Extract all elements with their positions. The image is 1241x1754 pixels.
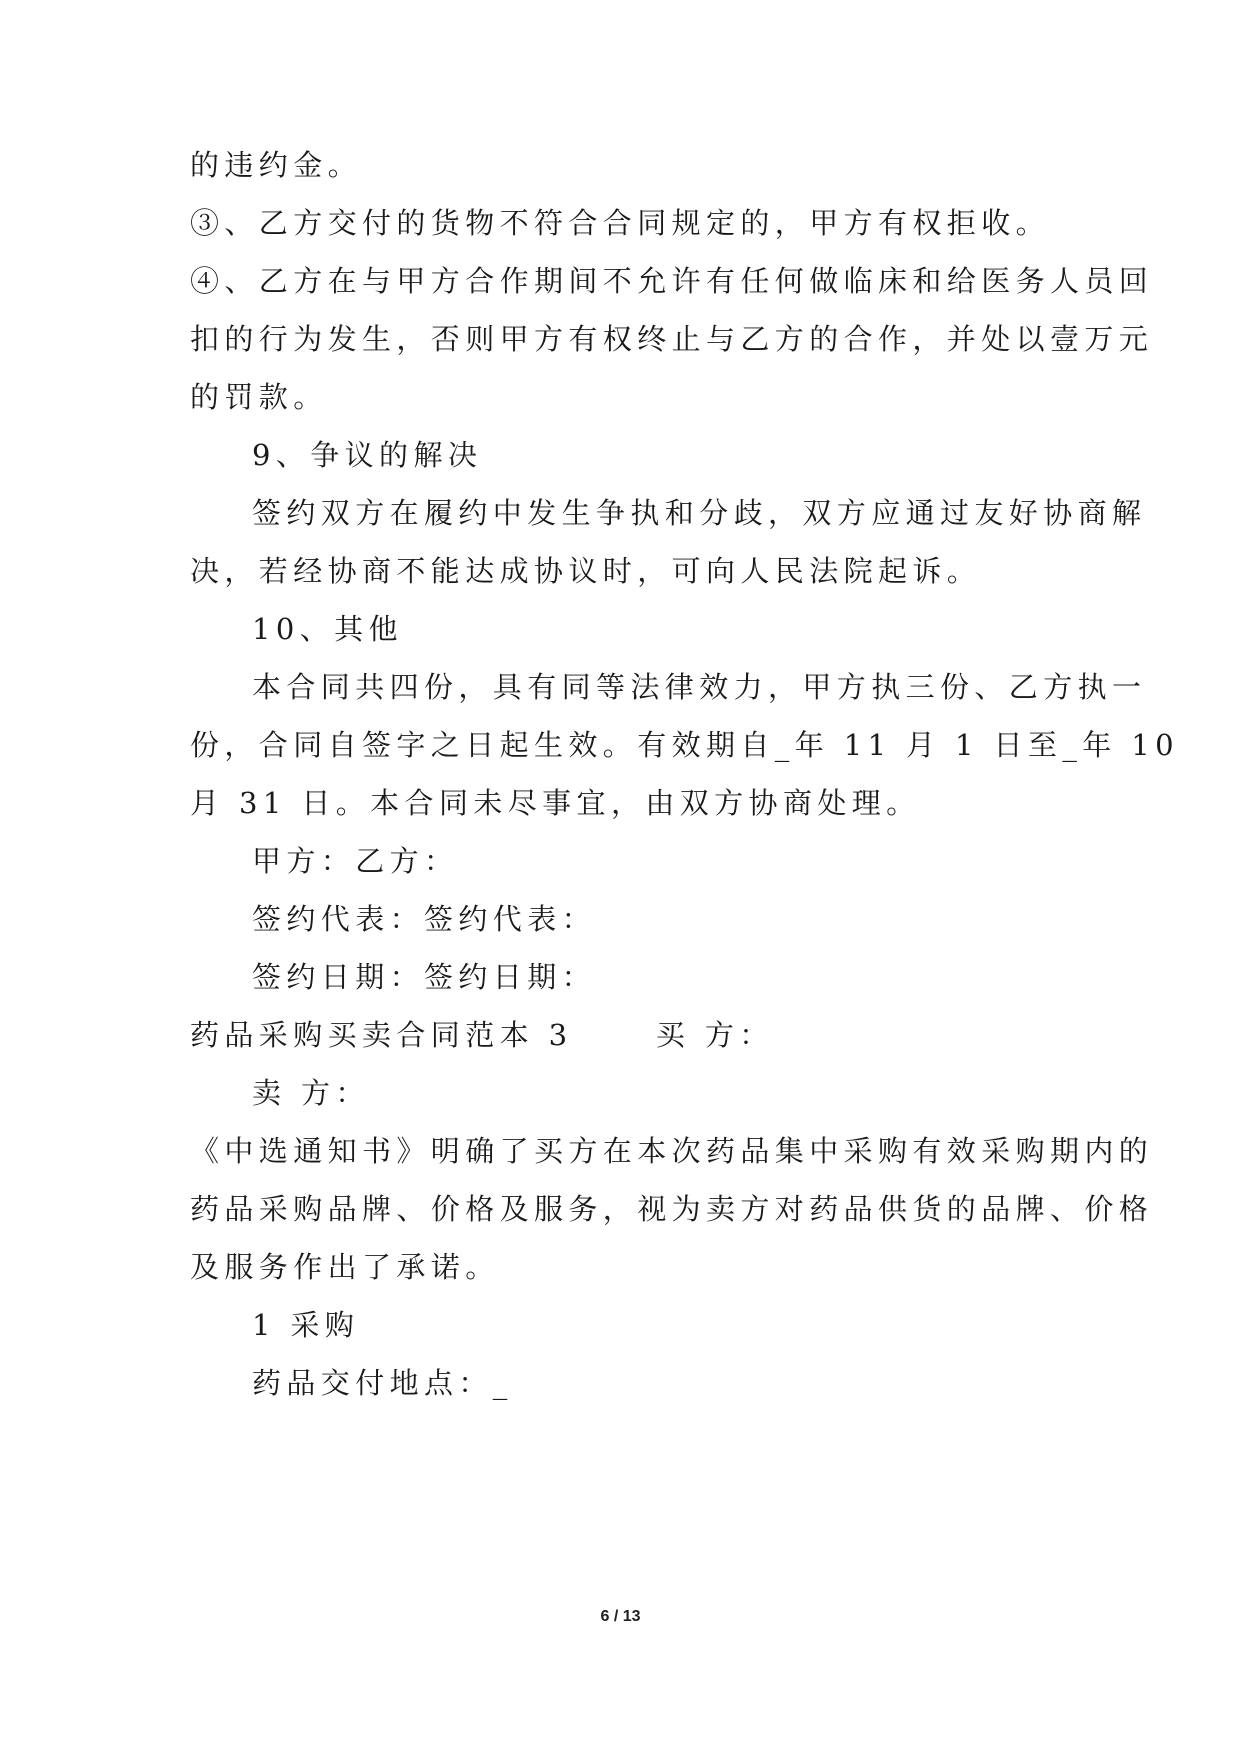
paragraph-line: 的违约金。 xyxy=(190,148,363,182)
page-number: 6 / 13 xyxy=(600,1608,641,1625)
signature-line: 签约日期：签约日期： xyxy=(252,960,597,994)
section-heading: 1 采购 xyxy=(252,1308,360,1342)
paragraph-line: ③、乙方交付的货物不符合合同规定的，甲方有权拒收。 xyxy=(190,206,1051,240)
paragraph-line: 决，若经协商不能达成协议时，可向人民法院起诉。 xyxy=(190,554,982,588)
signature-line: 甲方：乙方： xyxy=(252,844,459,878)
paragraph-line: 药品采购品牌、价格及服务，视为卖方对药品供货的品牌、价格 xyxy=(190,1192,1154,1226)
paragraph-line: 的罚款。 xyxy=(190,380,328,414)
document-title-line: 药品采购买卖合同范本 3 买 方： xyxy=(190,1018,774,1052)
paragraph-line: 签约双方在履约中发生争执和分歧，双方应通过友好协商解 xyxy=(252,496,1147,530)
paragraph-line: 及服务作出了承诺。 xyxy=(190,1250,500,1284)
paragraph-line: 《中选通知书》明确了买方在本次药品集中采购有效采购期内的 xyxy=(190,1134,1154,1168)
paragraph-line: 本合同共四份，具有同等法律效力，甲方执三份、乙方执一 xyxy=(252,670,1147,704)
paragraph-line: 月 31 日。本合同未尽事宜，由双方协商处理。 xyxy=(190,786,921,820)
signature-line: 签约代表：签约代表： xyxy=(252,902,597,936)
paragraph-line: 扣的行为发生，否则甲方有权终止与乙方的合作，并处以壹万元 xyxy=(190,322,1154,356)
paragraph-line: ④、乙方在与甲方合作期间不允许有任何做临床和给医务人员回 xyxy=(190,264,1154,298)
party-line: 卖 方： xyxy=(252,1076,370,1110)
paragraph-line: 份，合同自签字之日起生效。有效期自_年 11 月 1 日至_年 10 xyxy=(190,728,1179,762)
section-heading: 10、其他 xyxy=(252,612,403,646)
paragraph-line: 药品交付地点：_ xyxy=(252,1366,513,1400)
section-heading: 9、争议的解决 xyxy=(252,438,483,472)
